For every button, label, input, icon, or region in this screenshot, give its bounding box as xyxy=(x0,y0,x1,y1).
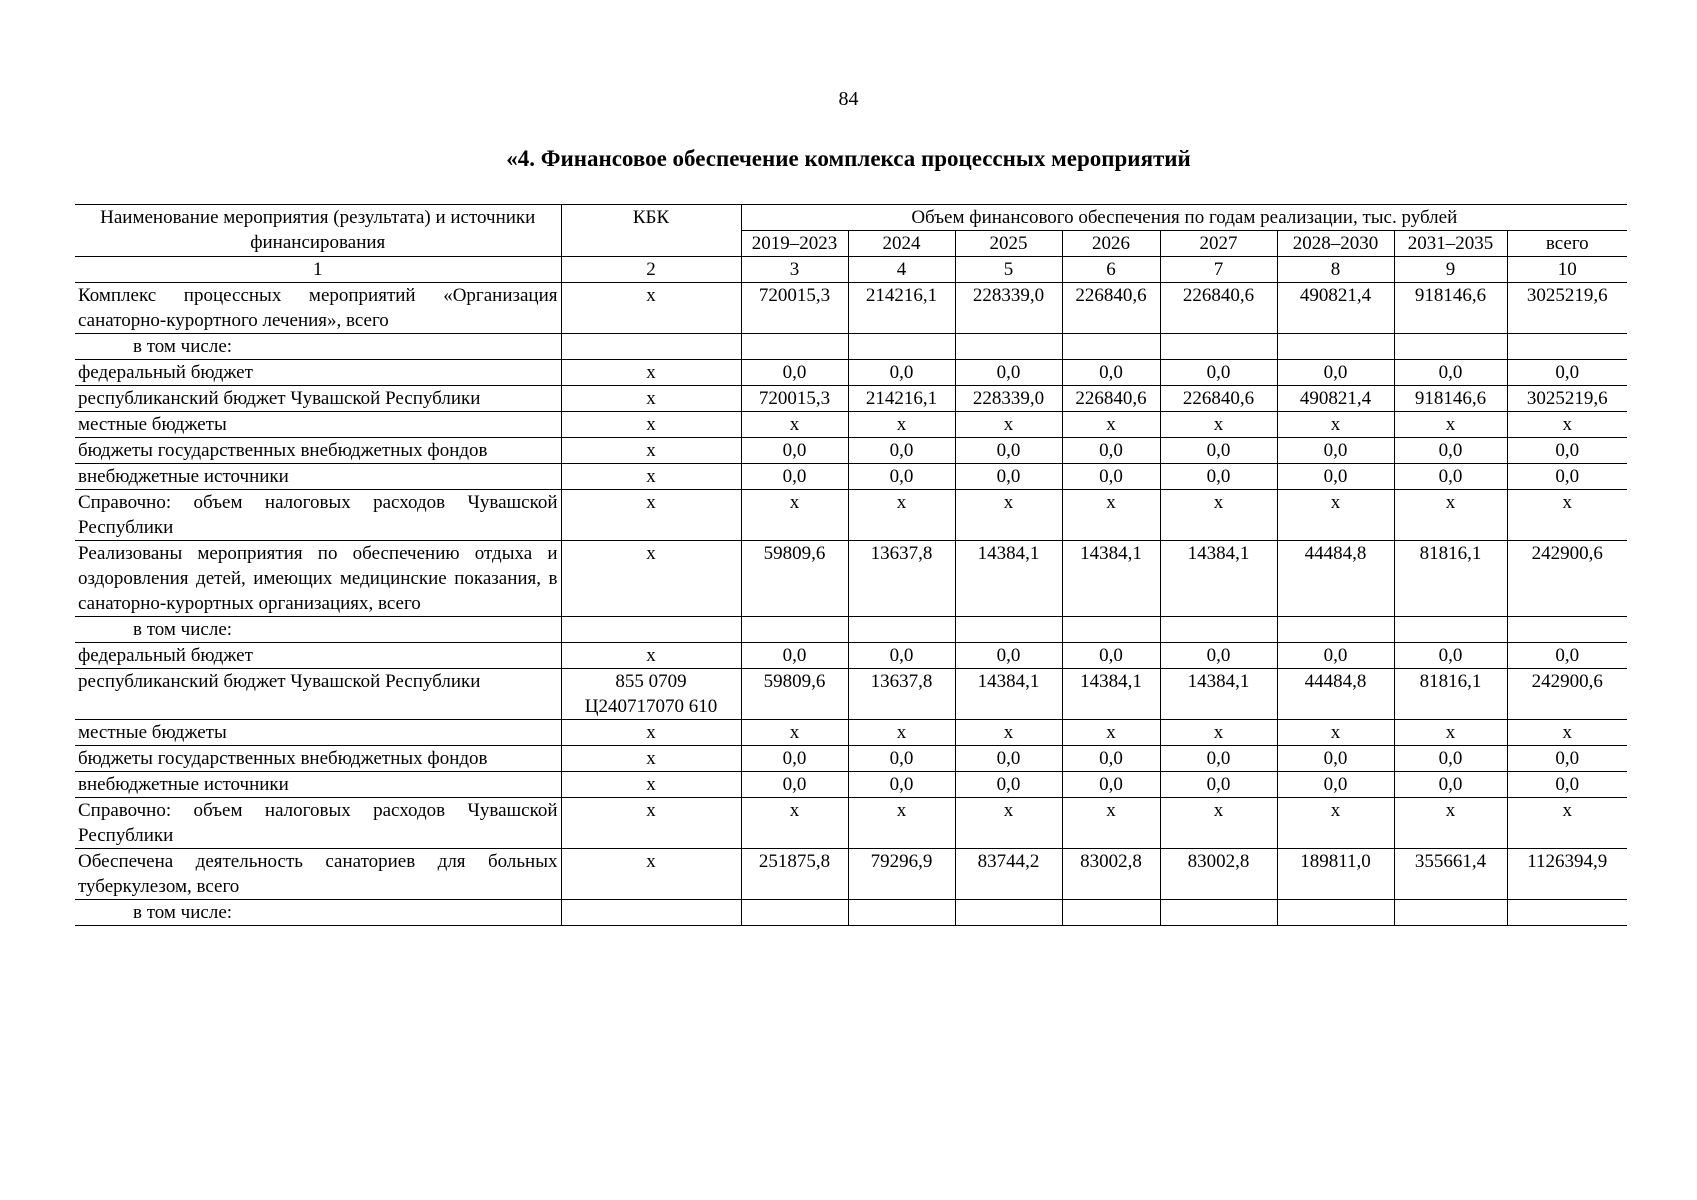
row-value: 0,0 xyxy=(1160,746,1277,772)
row-value: 14384,1 xyxy=(1160,669,1277,720)
row-name: в том числе: xyxy=(75,334,561,360)
row-value xyxy=(741,900,848,926)
row-value: x xyxy=(741,798,848,849)
row-value: 59809,6 xyxy=(741,669,848,720)
row-kbk: x xyxy=(561,798,741,849)
row-value: 44484,8 xyxy=(1277,669,1394,720)
row-value: 0,0 xyxy=(1277,746,1394,772)
row-value: 0,0 xyxy=(1277,772,1394,798)
row-value: 81816,1 xyxy=(1394,541,1507,617)
row-name: Комплекс процессных мероприятий «Организация санаторно-курортного лечения», всего xyxy=(75,283,561,334)
row-value: 0,0 xyxy=(848,438,955,464)
row-name: в том числе: xyxy=(75,617,561,643)
row-value: 0,0 xyxy=(1062,464,1160,490)
row-value: 14384,1 xyxy=(955,541,1062,617)
row-value xyxy=(1394,617,1507,643)
row-value xyxy=(741,617,848,643)
row-value: 14384,1 xyxy=(955,669,1062,720)
page-number: 84 xyxy=(838,88,859,110)
row-kbk: x xyxy=(561,386,741,412)
table-row xyxy=(75,900,1627,926)
row-value: 242900,6 xyxy=(1507,541,1627,617)
row-value: 3025219,6 xyxy=(1507,386,1627,412)
row-value: x xyxy=(848,798,955,849)
row-name: Справочно: объем налоговых расходов Чувашской Республики xyxy=(75,798,561,849)
row-value xyxy=(1160,334,1277,360)
row-name: республиканский бюджет Чувашской Республики xyxy=(75,669,561,720)
header-year: 2025 xyxy=(955,231,1062,257)
row-value xyxy=(1160,900,1277,926)
row-value: 0,0 xyxy=(1160,464,1277,490)
column-number: 1 xyxy=(75,257,561,283)
row-value xyxy=(1507,900,1627,926)
row-value: 0,0 xyxy=(1062,746,1160,772)
table-row xyxy=(75,464,1627,490)
row-value: 226840,6 xyxy=(1160,386,1277,412)
row-value: 490821,4 xyxy=(1277,386,1394,412)
row-kbk: x xyxy=(561,720,741,746)
row-value: 490821,4 xyxy=(1277,283,1394,334)
row-value: 0,0 xyxy=(848,643,955,669)
row-value: 0,0 xyxy=(1062,360,1160,386)
row-value xyxy=(955,334,1062,360)
row-value xyxy=(1277,617,1394,643)
row-value: x xyxy=(848,412,955,438)
row-value: 0,0 xyxy=(1062,772,1160,798)
row-value xyxy=(1062,617,1160,643)
table-row xyxy=(75,283,1627,334)
row-value: 0,0 xyxy=(1507,464,1627,490)
table-row xyxy=(75,360,1627,386)
row-value: 0,0 xyxy=(741,438,848,464)
row-value: 0,0 xyxy=(848,772,955,798)
row-kbk xyxy=(561,900,741,926)
row-name: местные бюджеты xyxy=(75,412,561,438)
row-value: x xyxy=(1394,798,1507,849)
column-number: 3 xyxy=(741,257,848,283)
row-value: x xyxy=(955,720,1062,746)
row-kbk: x xyxy=(561,283,741,334)
row-value: 0,0 xyxy=(1507,438,1627,464)
row-value: 918146,6 xyxy=(1394,283,1507,334)
row-value: 0,0 xyxy=(955,772,1062,798)
row-value: 0,0 xyxy=(1507,360,1627,386)
row-value: 14384,1 xyxy=(1062,541,1160,617)
row-value: 0,0 xyxy=(1277,464,1394,490)
row-value xyxy=(848,334,955,360)
row-value: 214216,1 xyxy=(848,283,955,334)
header-year: 2019–2023 xyxy=(741,231,848,257)
row-value xyxy=(1062,334,1160,360)
row-name: внебюджетные источники xyxy=(75,772,561,798)
header-kbk: КБК xyxy=(561,205,741,257)
row-value: 226840,6 xyxy=(1062,386,1160,412)
table-row xyxy=(75,490,1627,541)
row-value: 0,0 xyxy=(1160,438,1277,464)
column-number: 8 xyxy=(1277,257,1394,283)
row-value: 0,0 xyxy=(1160,360,1277,386)
row-value: 228339,0 xyxy=(955,386,1062,412)
row-value xyxy=(1394,900,1507,926)
row-value: 720015,3 xyxy=(741,283,848,334)
row-value: 0,0 xyxy=(1277,360,1394,386)
row-value: 0,0 xyxy=(741,464,848,490)
row-value: x xyxy=(1507,490,1627,541)
row-value: 0,0 xyxy=(1394,438,1507,464)
row-value: 0,0 xyxy=(848,746,955,772)
row-value: x xyxy=(848,720,955,746)
table-row xyxy=(75,643,1627,669)
row-value xyxy=(848,900,955,926)
row-name: местные бюджеты xyxy=(75,720,561,746)
table-row xyxy=(75,386,1627,412)
row-value: x xyxy=(741,490,848,541)
column-number: 7 xyxy=(1160,257,1277,283)
row-value: 44484,8 xyxy=(1277,541,1394,617)
row-kbk xyxy=(561,617,741,643)
row-value: x xyxy=(1160,720,1277,746)
row-value: x xyxy=(1062,720,1160,746)
row-kbk: x xyxy=(561,849,741,900)
row-value xyxy=(955,617,1062,643)
row-value: 0,0 xyxy=(741,746,848,772)
row-value: 242900,6 xyxy=(1507,669,1627,720)
header-name: Наименование мероприятия (результата) и источники финансирования xyxy=(75,205,561,257)
table-row xyxy=(75,798,1627,849)
row-value xyxy=(1394,334,1507,360)
row-value: 0,0 xyxy=(1394,643,1507,669)
table-row xyxy=(75,669,1627,720)
row-value: 0,0 xyxy=(848,464,955,490)
header-year: всего xyxy=(1507,231,1627,257)
row-name: внебюджетные источники xyxy=(75,464,561,490)
row-value: 0,0 xyxy=(1394,746,1507,772)
row-kbk: x xyxy=(561,360,741,386)
row-value: 0,0 xyxy=(1277,438,1394,464)
table-row xyxy=(75,541,1627,617)
row-value: x xyxy=(1277,720,1394,746)
row-value xyxy=(1160,617,1277,643)
row-value: 81816,1 xyxy=(1394,669,1507,720)
row-kbk: x xyxy=(561,438,741,464)
row-value: x xyxy=(1277,490,1394,541)
row-value xyxy=(955,900,1062,926)
row-value xyxy=(1277,900,1394,926)
table-row xyxy=(75,720,1627,746)
row-value xyxy=(1062,900,1160,926)
column-number: 5 xyxy=(955,257,1062,283)
row-kbk: x xyxy=(561,772,741,798)
table-row xyxy=(75,617,1627,643)
row-value: 228339,0 xyxy=(955,283,1062,334)
row-value: 226840,6 xyxy=(1160,283,1277,334)
table-row xyxy=(75,849,1627,900)
row-value: 918146,6 xyxy=(1394,386,1507,412)
row-value: 0,0 xyxy=(1394,360,1507,386)
column-number: 10 xyxy=(1507,257,1627,283)
row-value: 226840,6 xyxy=(1062,283,1160,334)
row-value: x xyxy=(1160,412,1277,438)
row-value: x xyxy=(1394,412,1507,438)
row-name: Обеспечена деятельность санаториев для больных туберкулезом, всего xyxy=(75,849,561,900)
row-value: 0,0 xyxy=(1394,464,1507,490)
row-value: 720015,3 xyxy=(741,386,848,412)
row-value: x xyxy=(1507,798,1627,849)
row-value: 0,0 xyxy=(741,360,848,386)
row-value: 0,0 xyxy=(955,438,1062,464)
row-name: федеральный бюджет xyxy=(75,643,561,669)
row-value: 13637,8 xyxy=(848,669,955,720)
row-value: 0,0 xyxy=(1277,643,1394,669)
row-value: x xyxy=(955,412,1062,438)
row-kbk: 855 0709 Ц240717070 610 xyxy=(561,669,741,720)
row-value: x xyxy=(1160,798,1277,849)
row-kbk: x xyxy=(561,464,741,490)
row-name: Реализованы мероприятия по обеспечению отдыха и оздоровления детей, имеющих медицинские показания, в санаторно-курортных организациях, всего xyxy=(75,541,561,617)
row-value: 0,0 xyxy=(1160,643,1277,669)
row-name: бюджеты государственных внебюджетных фондов xyxy=(75,746,561,772)
column-number: 2 xyxy=(561,257,741,283)
table-row xyxy=(75,772,1627,798)
table-row xyxy=(75,438,1627,464)
row-value: 214216,1 xyxy=(848,386,955,412)
row-value: 251875,8 xyxy=(741,849,848,900)
row-value: x xyxy=(1507,720,1627,746)
row-value: 14384,1 xyxy=(1160,541,1277,617)
row-value: x xyxy=(848,490,955,541)
row-kbk: x xyxy=(561,490,741,541)
row-kbk: x xyxy=(561,643,741,669)
row-value: x xyxy=(1160,490,1277,541)
row-value: 0,0 xyxy=(1507,746,1627,772)
row-value xyxy=(741,334,848,360)
row-value: 83002,8 xyxy=(1062,849,1160,900)
row-value: 79296,9 xyxy=(848,849,955,900)
table-row xyxy=(75,746,1627,772)
row-value: 0,0 xyxy=(1394,772,1507,798)
row-value: 83744,2 xyxy=(955,849,1062,900)
row-value: 14384,1 xyxy=(1062,669,1160,720)
row-value: x xyxy=(1062,490,1160,541)
row-name: в том числе: xyxy=(75,900,561,926)
header-volume-group: Объем финансового обеспечения по годам реализации, тыс. рублей xyxy=(741,205,1627,231)
row-value: x xyxy=(1062,798,1160,849)
header-year: 2028–2030 xyxy=(1277,231,1394,257)
row-value: x xyxy=(1507,412,1627,438)
row-value: x xyxy=(955,490,1062,541)
row-value: 0,0 xyxy=(741,772,848,798)
row-value: 83002,8 xyxy=(1160,849,1277,900)
row-value: 1126394,9 xyxy=(1507,849,1627,900)
column-number: 6 xyxy=(1062,257,1160,283)
row-value: x xyxy=(1394,720,1507,746)
row-value: 0,0 xyxy=(1507,772,1627,798)
row-value: x xyxy=(1062,412,1160,438)
row-value: x xyxy=(741,720,848,746)
row-kbk xyxy=(561,334,741,360)
row-name: бюджеты государственных внебюджетных фондов xyxy=(75,438,561,464)
row-value: 0,0 xyxy=(1062,643,1160,669)
row-value: 0,0 xyxy=(741,643,848,669)
row-value: x xyxy=(955,798,1062,849)
row-kbk: x xyxy=(561,412,741,438)
row-value: x xyxy=(1394,490,1507,541)
row-value: 0,0 xyxy=(1160,772,1277,798)
row-value xyxy=(1277,334,1394,360)
row-value xyxy=(1507,617,1627,643)
row-value xyxy=(1507,334,1627,360)
header-year: 2024 xyxy=(848,231,955,257)
row-name: республиканский бюджет Чувашской Республики xyxy=(75,386,561,412)
financing-table xyxy=(75,204,1627,926)
row-value xyxy=(848,617,955,643)
row-value: 0,0 xyxy=(955,746,1062,772)
row-value: 0,0 xyxy=(1507,643,1627,669)
row-name: федеральный бюджет xyxy=(75,360,561,386)
row-value: 189811,0 xyxy=(1277,849,1394,900)
row-value: 355661,4 xyxy=(1394,849,1507,900)
row-value: 0,0 xyxy=(955,643,1062,669)
table-row xyxy=(75,412,1627,438)
row-value: 13637,8 xyxy=(848,541,955,617)
row-kbk: x xyxy=(561,541,741,617)
row-value: 0,0 xyxy=(955,464,1062,490)
header-year: 2026 xyxy=(1062,231,1160,257)
column-number: 9 xyxy=(1394,257,1507,283)
column-number: 4 xyxy=(848,257,955,283)
row-value: 0,0 xyxy=(848,360,955,386)
row-value: 0,0 xyxy=(1062,438,1160,464)
header-year: 2031–2035 xyxy=(1394,231,1507,257)
row-value: 0,0 xyxy=(955,360,1062,386)
row-kbk: x xyxy=(561,746,741,772)
row-value: x xyxy=(741,412,848,438)
section-title: «4. Финансовое обеспечение комплекса процессных мероприятий xyxy=(506,146,1191,171)
row-value: x xyxy=(1277,798,1394,849)
header-year: 2027 xyxy=(1160,231,1277,257)
table-row xyxy=(75,334,1627,360)
row-value: 3025219,6 xyxy=(1507,283,1627,334)
row-name: Справочно: объем налоговых расходов Чувашской Республики xyxy=(75,490,561,541)
row-value: 59809,6 xyxy=(741,541,848,617)
row-value: x xyxy=(1277,412,1394,438)
